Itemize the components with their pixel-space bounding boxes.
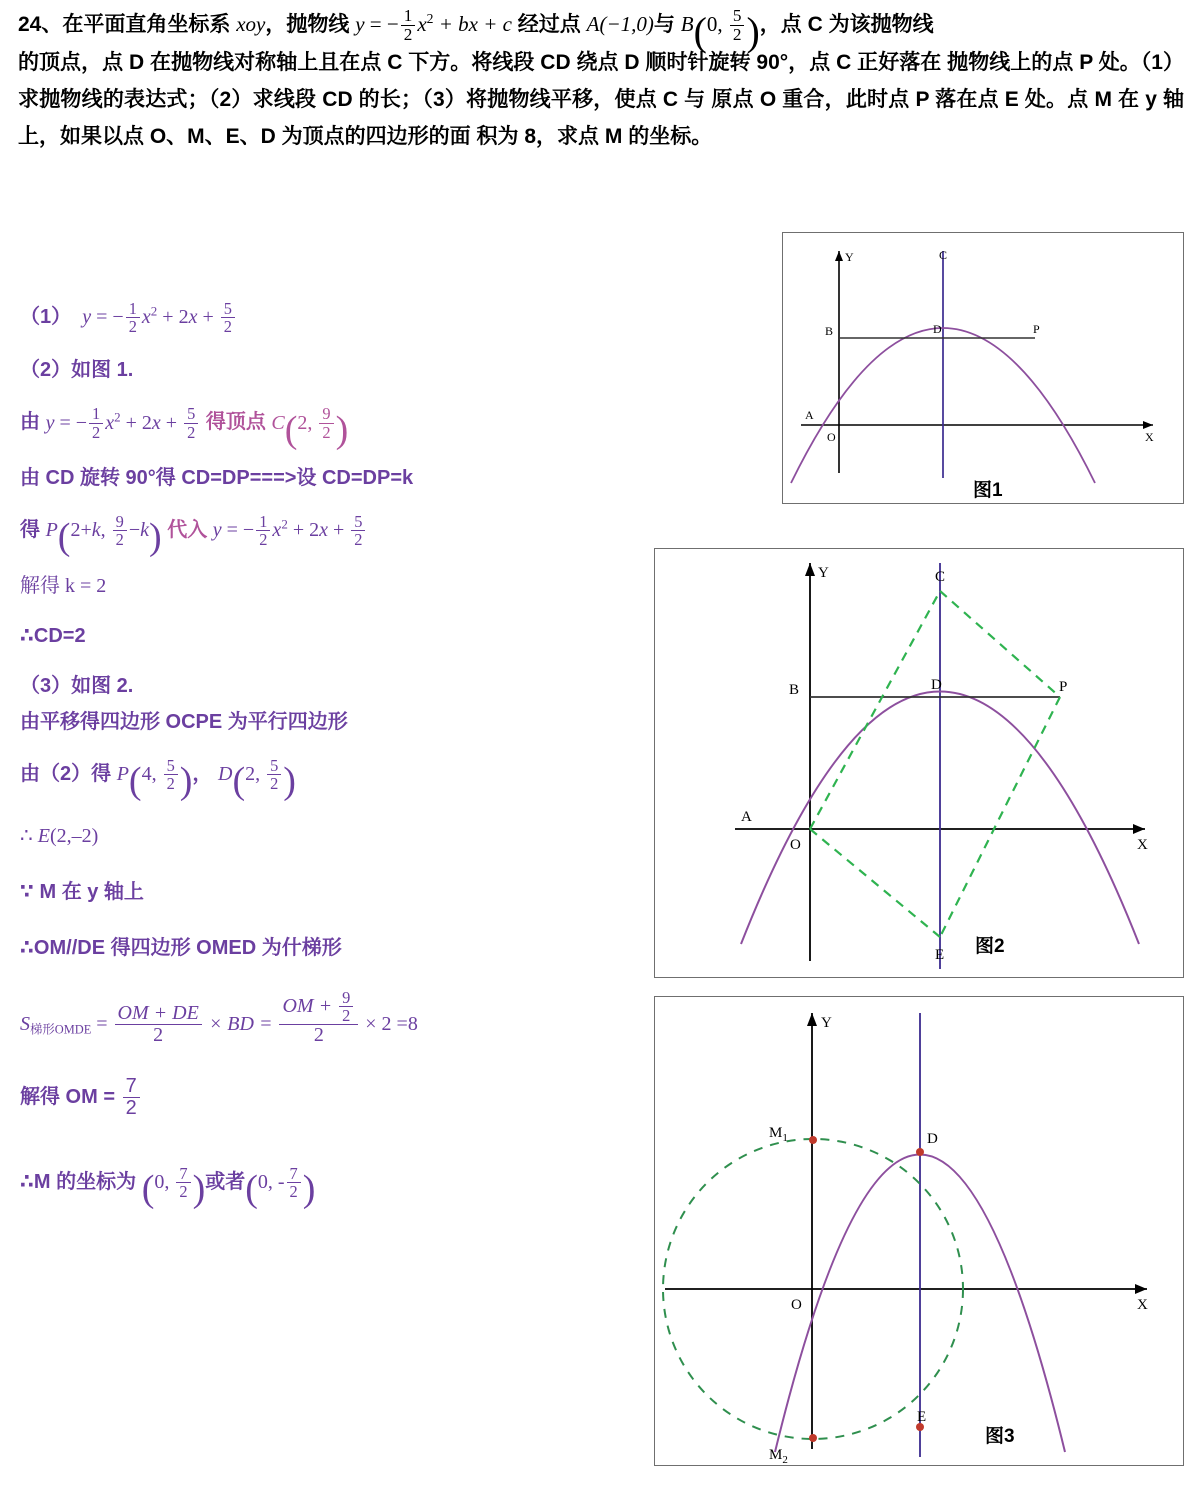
problem-text-c: 经过点 — [511, 13, 587, 36]
solution-step-16 — [20, 1163, 640, 1211]
problem-text-a: 在平面直角坐标系 — [62, 13, 237, 36]
parabola-equation: y = − $\frac{1}{2}$ $x^2$ + bx + c — [355, 6, 512, 45]
solution-step-1 — [20, 300, 640, 335]
step1-label: （1） — [20, 306, 72, 329]
step3-lead: 由 — [20, 411, 46, 434]
solution-step-14 — [20, 989, 640, 1046]
figure-3 — [654, 996, 1184, 1466]
solution-step-4: 由 CD 旋转 90°得 CD=DP===>设 CD=DP=k — [20, 467, 414, 490]
step6-text: 解得 k = 2 — [20, 574, 107, 597]
point-m1-dot — [809, 1136, 817, 1144]
x-axis-arrow — [1135, 1284, 1147, 1294]
m-coords-1: (0, $\frac{7}{2}$ ) — [141, 1163, 206, 1211]
axis-y-label: Y — [818, 565, 829, 581]
point-b-label: B — [825, 324, 834, 338]
point-a-label: A — [805, 408, 814, 422]
problem-line-3: 抛物线上的点 P 处。（1）求抛物线的表达式；（2）求线段 CD 的长；（3）将抛物线平移，使点 C 与 — [18, 51, 1184, 112]
point-e-label: E — [935, 947, 945, 963]
problem-text-e: ，点 C 为该抛物线 — [759, 13, 934, 36]
dashed-oc — [810, 591, 940, 829]
area-formula: $S_{梯形OMDE}$ = $\frac{OM + DE}{2}$ × BD = OM + $\frac{9}{2}$ 2 × 2 =8 — [20, 987, 418, 1046]
figure-3-caption: 图3 — [985, 1426, 1015, 1447]
problem-text-b: ，抛物线 — [265, 13, 356, 36]
step5-equation: y = − $\frac{1}{2}$ $x^2 + 2x$ + $\frac{5}{2}$ — [213, 519, 368, 541]
axis-y-label: Y — [821, 1015, 832, 1031]
solution-step-9: 由平移得四边形 OCPE 为平行四边形 — [20, 710, 348, 733]
point-d-label: D — [927, 1131, 938, 1147]
point-a-label: A — [741, 809, 752, 825]
point-d-label: D — [931, 677, 942, 693]
solution-step-5 — [20, 512, 640, 559]
solution-step-10 — [20, 755, 640, 802]
area-symbol: S — [20, 1012, 30, 1035]
origin-label: O — [790, 837, 801, 853]
point-p-coords: P(4, $\frac{5}{2}$ ) — [116, 755, 193, 802]
solution-body — [20, 300, 640, 1223]
solution-step-3 — [20, 404, 640, 451]
point-b-label: B — [789, 682, 800, 698]
point-m1-label: $M_1$ — [769, 1125, 788, 1144]
area-eq: = — [91, 1012, 113, 1035]
point-d-label: D — [933, 322, 942, 336]
figure-1 — [782, 232, 1184, 504]
solution-step-11 — [20, 821, 640, 851]
figure-2 — [654, 548, 1184, 978]
coord-system-name: xoy — [236, 12, 266, 36]
x-axis-arrow — [1143, 421, 1153, 429]
m-coords-2: (0, - $\frac{7}{2}$ ) — [245, 1163, 316, 1211]
point-m2-label: $M_2$ — [769, 1447, 788, 1465]
figure-2-caption: 图2 — [975, 936, 1005, 957]
dashed-pe — [940, 697, 1060, 937]
step5-substitute: 代入 — [161, 519, 213, 542]
problem-line-4: 原点 O 重合，此时点 P 落在点 E 处。点 M 在 y 轴上，如果以点 O、M、E、D 为顶点的四边形的面 — [18, 88, 1185, 148]
step10-comma: ， — [192, 763, 213, 786]
point-d-dot — [916, 1148, 924, 1156]
problem-statement — [18, 6, 1184, 156]
x-axis-arrow — [1133, 824, 1145, 834]
y-axis-arrow — [835, 251, 843, 261]
origin-label: O — [791, 1297, 802, 1313]
area-den2: 2 — [279, 1024, 358, 1046]
solution-step-2: （2）如图 1. — [20, 359, 134, 382]
origin-label: O — [827, 430, 836, 444]
step16-lead: ∴M 的坐标为 — [20, 1171, 142, 1194]
point-p-param: P(2+k, $\frac{9}{2}$ −k) — [45, 512, 162, 559]
figure-3-svg — [655, 997, 1183, 1465]
axis-y-label: Y — [845, 250, 854, 264]
figure-1-caption: 图1 — [973, 480, 1003, 501]
point-e-coords: ∴ E(2,–2) — [20, 824, 99, 847]
step3-vertex-text: 得顶点 — [200, 411, 272, 434]
problem-number: 24、 — [18, 13, 63, 36]
point-e-label: E — [917, 1409, 927, 1425]
area-subscript: 梯形OMDE — [30, 1022, 92, 1037]
solution-step-12: ∵ M 在 y 轴上 — [20, 880, 144, 903]
y-axis-arrow — [805, 563, 815, 576]
solution-step-7: ∴CD=2 — [20, 624, 86, 647]
point-b-coords: B(0, $\frac{5}{2}$ ) — [680, 6, 760, 54]
solution-step-8: （3）如图 2. — [20, 674, 134, 697]
area-times: × BD = — [203, 1012, 278, 1035]
axis-x-label: X — [1145, 430, 1154, 444]
problem-line-5: 积为 8，求点 M 的坐标。 — [476, 124, 713, 148]
point-m2-dot — [809, 1434, 817, 1442]
step10-lead: 由（2）得 — [20, 763, 117, 786]
solution-step-13: ∴OM//DE 得四边形 OMED 为什梯形 — [20, 936, 342, 959]
step15-lead: 解得 OM = — [20, 1085, 121, 1108]
area-num2: OM + — [282, 994, 338, 1017]
y-axis-arrow — [807, 1013, 817, 1026]
figure-1-svg — [783, 233, 1183, 503]
dashed-cp — [940, 591, 1060, 697]
axis-x-label: X — [1137, 837, 1148, 853]
point-c-label: C — [939, 248, 948, 262]
point-p-label: P — [1033, 322, 1040, 336]
area-den1: 2 — [115, 1024, 202, 1046]
area-end: × 2 =8 — [360, 1012, 418, 1035]
step5-lead: 得 — [20, 519, 46, 542]
solution-step-6 — [20, 571, 640, 601]
point-p-label: P — [1059, 679, 1068, 695]
solution-step-15: 解得 OM = $\frac{7}{2}$ — [20, 1076, 640, 1119]
step16-or: 或者 — [205, 1171, 246, 1194]
problem-line-2: 的顶点，点 D 在抛物线对称轴上且在点 C 下方。将线段 CD 绕点 D 顺时针旋转 90°，点 C 正好落在 — [18, 51, 942, 75]
problem-text-d: 与 — [653, 13, 681, 36]
step3-equation: y = − $\frac{1}{2}$ $x^2 + 2x$ + $\frac{5}{2}$ — [46, 412, 201, 434]
figure-2-svg — [655, 549, 1183, 977]
point-c-label: C — [935, 569, 946, 585]
point-d-coords: D(2, $\frac{5}{2}$ ) — [217, 755, 296, 802]
axis-x-label: X — [1137, 1297, 1148, 1313]
vertex-c-coords: C(2, $\frac{9}{2}$ ) — [271, 404, 349, 451]
area-num1: OM + DE — [117, 1001, 199, 1024]
problem-line-1 — [18, 6, 1184, 54]
dashed-eo — [810, 829, 940, 937]
step1-equation: y = − $\frac{1}{2}$ $x^2 + 2x$ + $\frac{5}{2}$ — [82, 306, 237, 328]
point-a-coords: A(−1,0) — [586, 12, 654, 36]
